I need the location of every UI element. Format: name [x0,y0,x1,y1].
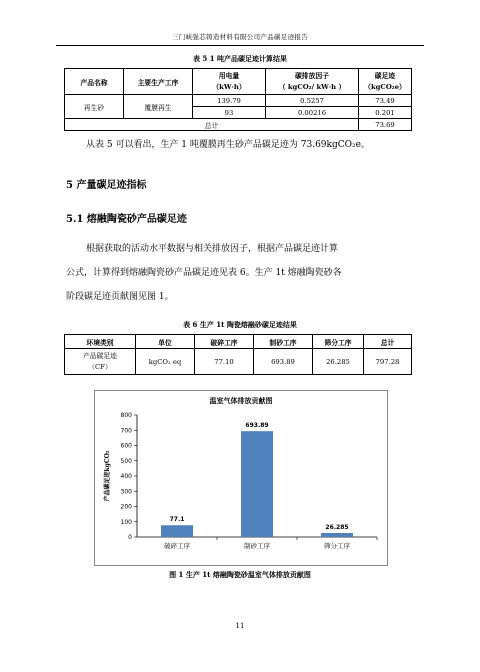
x-tick-label: 破碎工序 [164,542,190,550]
t6-value: 797.28 [364,349,412,375]
y-tick-label: 800 [120,412,132,419]
data-label: 693.89 [245,422,269,430]
y-tick-label: 400 [120,473,132,480]
t6-row-label: 产品碳足迹 （CF） [65,349,136,375]
page-number: 11 [235,622,245,630]
paragraph-2-line-1: 根据获取的活动水平数据与相关排放因子，根据产品碳足迹计算 [86,244,339,254]
emissions-bar-chart [95,391,387,565]
t6-header: 总计 [364,335,412,349]
t5-total-value: 73.69 [359,119,412,131]
y-tick-label: 600 [120,442,132,450]
t5-cell: 139.79 [193,95,266,107]
t5-header-power: 用电量 （kW·h） [193,69,266,95]
chart-title: 温室气体排放贡献图 [209,396,273,405]
y-axis-label: 产品碳足迹kgCO₂ [104,450,111,502]
x-tick-label: 制砂工序 [244,542,270,550]
section-5-heading: 5 产量碳足迹指标 [66,180,147,191]
y-tick-label: 700 [120,427,132,435]
y-tick-label: 500 [120,457,132,465]
t5-cell: 93 [193,107,266,119]
t5-total-label: 总计 [65,119,359,131]
t6-value: 26.285 [313,349,364,375]
t6-header: 环境类别 [65,335,136,349]
t6-value: 77.10 [195,349,254,375]
y-tick-label: 300 [120,488,132,496]
t6-header: 制砂工序 [254,335,313,349]
t6-unit: kgCO₂ eq [136,349,195,375]
page-header: 三门峡强芯铸造材料有限公司产品碳足迹报告 [56,32,424,46]
figure-caption: 图 1 生产 1t 熔融陶瓷砂温室气体排放贡献图 [169,570,311,579]
chart-frame [94,390,388,566]
bar-1 [161,525,193,537]
t6-value: 693.89 [254,349,313,375]
t5-cell: 73.49 [359,95,412,107]
data-label: 77.1 [169,516,185,524]
t5-header-process: 主要生产工序 [124,69,193,95]
table5 [64,68,412,131]
table6-caption: 表 6 生产 1t 陶瓷熔融砂碳足迹结果 [183,320,297,329]
t5-header-footprint: 碳足迹 （kgCO₂e） [359,69,412,95]
y-tick-label: 0 [128,534,132,541]
t5-header-factor: 碳排放因子 （ kgCO₂/ kW·h ） [266,69,359,95]
table6 [64,334,412,375]
y-tick-label: 200 [120,503,132,511]
t5-header-product: 产品名称 [65,69,124,95]
paragraph-2-line-3: 阶段碳足迹贡献图见图 1。 [66,292,174,302]
paragraph-1: 从表 5 可以看出，生产 1 吨覆膜再生砂产品碳足迹为 73.69kgCO₂e。 [86,140,370,150]
t5-cell: 0.00216 [266,107,359,119]
t6-header: 筛分工序 [313,335,364,349]
paragraph-2-line-2: 公式，计算得到熔融陶瓷砂产品碳足迹见表 6。生产 1t 熔融陶瓷砂各 [66,268,342,278]
x-tick-label: 筛分工序 [324,542,350,550]
y-tick-label: 100 [120,518,132,526]
t5-cell: 0.5257 [266,95,359,107]
data-label: 26.285 [325,523,349,531]
table5-caption: 表 5 1 吨产品碳足迹计算结果 [192,54,288,63]
bar-3 [321,533,353,537]
t6-header: 单位 [136,335,195,349]
t5-product-cell: 再生砂 [65,95,124,119]
t5-process-cell: 覆膜再生 [124,95,193,119]
bar-2 [241,431,273,537]
t6-header: 破碎工序 [195,335,254,349]
t5-cell: 0.201 [359,107,412,119]
section-5-1-heading: 5.1 熔融陶瓷砂产品碳足迹 [66,214,187,225]
